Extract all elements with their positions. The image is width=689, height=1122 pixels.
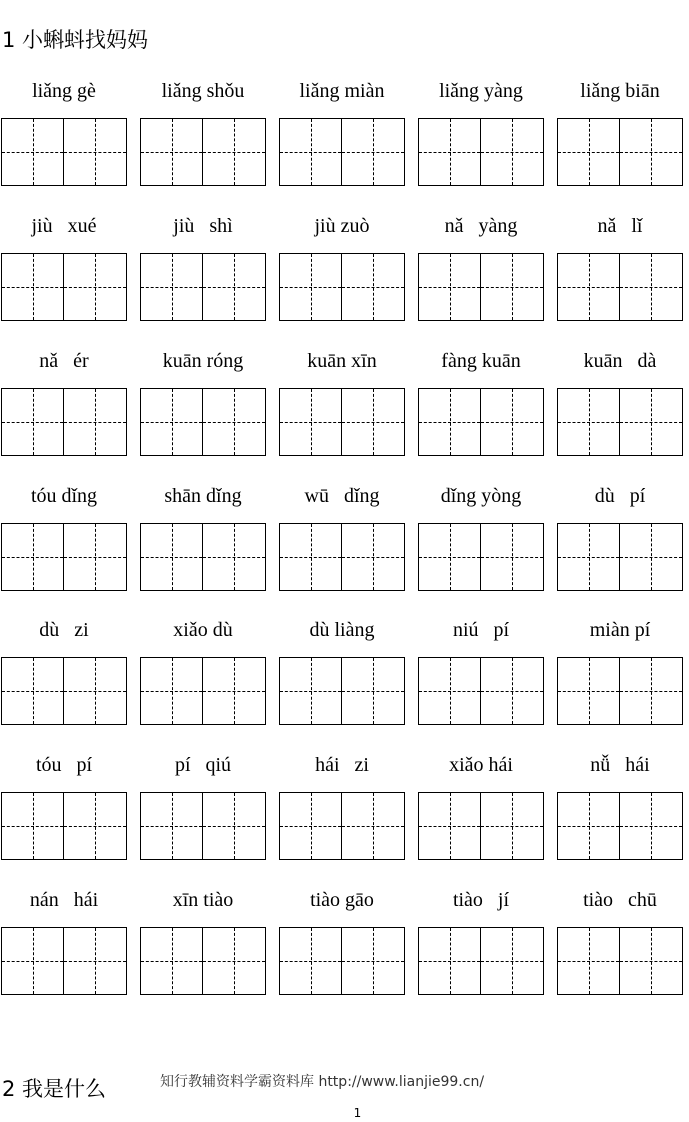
tianzige-cell <box>1 388 64 456</box>
writing-box-pair <box>140 253 266 321</box>
tianzige-cell <box>140 253 203 321</box>
writing-box-pair <box>1 927 127 995</box>
tianzige-cell <box>279 388 342 456</box>
writing-box-pair <box>418 118 544 186</box>
pinyin-label: shān dǐng <box>164 485 242 507</box>
section-title-2: 2 我是什么 <box>2 1077 107 1101</box>
tianzige-cell <box>64 253 127 321</box>
writing-box-pair <box>557 253 683 321</box>
tianzige-cell <box>620 792 683 860</box>
tianzige-cell <box>140 657 203 725</box>
writing-box-pair <box>279 388 405 456</box>
writing-box-pair <box>1 523 127 591</box>
writing-box-pair <box>1 792 127 860</box>
tianzige-cell <box>203 388 266 456</box>
writing-box-pair <box>557 792 683 860</box>
tianzige-cell <box>418 792 481 860</box>
tianzige-cell <box>481 523 544 591</box>
pinyin-label: dù zi <box>39 619 89 641</box>
page-number: 1 <box>353 1106 362 1120</box>
writing-box-pair <box>557 388 683 456</box>
writing-box-pair <box>279 792 405 860</box>
writing-box-pair <box>279 927 405 995</box>
tianzige-cell <box>279 792 342 860</box>
pinyin-label: xīn tiào <box>172 889 234 911</box>
pinyin-label: dù pí <box>594 485 646 507</box>
writing-box-pair <box>279 253 405 321</box>
tianzige-cell <box>1 253 64 321</box>
writing-box-pair <box>140 792 266 860</box>
pinyin-label: liǎng shǒu <box>161 80 245 102</box>
pinyin-label: nǚ hái <box>590 754 650 776</box>
writing-box-pair <box>1 118 127 186</box>
tianzige-cell <box>140 118 203 186</box>
pinyin-label: jiù zuò <box>314 215 370 237</box>
tianzige-cell <box>203 792 266 860</box>
tianzige-cell <box>557 388 620 456</box>
tianzige-cell <box>481 388 544 456</box>
tianzige-cell <box>1 523 64 591</box>
tianzige-cell <box>620 118 683 186</box>
writing-box-pair <box>279 657 405 725</box>
pinyin-label: dù liàng <box>309 619 375 641</box>
writing-box-pair <box>1 253 127 321</box>
tianzige-cell <box>557 792 620 860</box>
tianzige-cell <box>557 253 620 321</box>
tianzige-cell <box>64 523 127 591</box>
tianzige-cell <box>481 253 544 321</box>
tianzige-cell <box>557 118 620 186</box>
tianzige-cell <box>418 118 481 186</box>
writing-box-pair <box>557 657 683 725</box>
tianzige-cell <box>64 927 127 995</box>
tianzige-cell <box>279 657 342 725</box>
writing-box-pair <box>418 927 544 995</box>
tianzige-cell <box>342 927 405 995</box>
tianzige-cell <box>203 118 266 186</box>
tianzige-cell <box>1 657 64 725</box>
tianzige-cell <box>481 927 544 995</box>
writing-box-pair <box>140 388 266 456</box>
tianzige-cell <box>418 657 481 725</box>
tianzige-cell <box>342 523 405 591</box>
pinyin-label: fàng kuān <box>441 350 521 372</box>
writing-box-pair <box>140 118 266 186</box>
tianzige-cell <box>1 118 64 186</box>
writing-box-pair <box>418 388 544 456</box>
tianzige-cell <box>140 523 203 591</box>
tianzige-cell <box>342 253 405 321</box>
pinyin-label: tiào chū <box>583 889 657 911</box>
pinyin-label: liǎng yàng <box>439 80 523 102</box>
tianzige-cell <box>64 118 127 186</box>
pinyin-label: wū dǐng <box>304 485 380 507</box>
pinyin-label: niú pí <box>452 619 510 641</box>
tianzige-cell <box>64 792 127 860</box>
writing-box-pair <box>1 388 127 456</box>
pinyin-label: kuān xīn <box>307 350 377 372</box>
tianzige-cell <box>342 792 405 860</box>
tianzige-cell <box>620 927 683 995</box>
writing-box-pair <box>418 657 544 725</box>
tianzige-cell <box>279 523 342 591</box>
tianzige-cell <box>620 523 683 591</box>
writing-box-pair <box>418 523 544 591</box>
pinyin-label: nán hái <box>29 889 99 911</box>
pinyin-label: liǎng miàn <box>299 80 385 102</box>
tianzige-cell <box>481 118 544 186</box>
pinyin-label: liǎng biān <box>580 80 660 102</box>
pinyin-label: tiào gāo <box>310 889 374 911</box>
tianzige-cell <box>418 253 481 321</box>
tianzige-cell <box>279 927 342 995</box>
pinyin-label: nǎ ér <box>39 350 89 372</box>
tianzige-cell <box>418 927 481 995</box>
writing-box-pair <box>418 792 544 860</box>
writing-box-pair <box>140 523 266 591</box>
tianzige-cell <box>620 253 683 321</box>
pinyin-label: pí qiú <box>174 754 232 776</box>
pinyin-label: miàn pí <box>589 619 651 641</box>
tianzige-cell <box>203 253 266 321</box>
tianzige-cell <box>203 523 266 591</box>
tianzige-cell <box>342 657 405 725</box>
writing-box-pair <box>557 523 683 591</box>
tianzige-cell <box>557 927 620 995</box>
tianzige-cell <box>64 657 127 725</box>
tianzige-cell <box>64 388 127 456</box>
tianzige-cell <box>140 388 203 456</box>
writing-box-pair <box>140 927 266 995</box>
pinyin-label: nǎ yàng <box>444 215 518 237</box>
tianzige-cell <box>342 388 405 456</box>
tianzige-cell <box>418 388 481 456</box>
tianzige-cell <box>481 657 544 725</box>
pinyin-label: kuān dà <box>583 350 657 372</box>
writing-box-pair <box>557 118 683 186</box>
tianzige-cell <box>342 118 405 186</box>
tianzige-cell <box>279 118 342 186</box>
tianzige-cell <box>140 792 203 860</box>
tianzige-cell <box>1 927 64 995</box>
footer-watermark: 知行教辅资料学霸资料库 http://www.lianjie99.cn/ <box>160 1074 485 1090</box>
writing-box-pair <box>1 657 127 725</box>
tianzige-cell <box>557 523 620 591</box>
section-title-1: 1 小蝌蚪找妈妈 <box>2 28 149 52</box>
pinyin-label: liǎng gè <box>32 80 96 102</box>
pinyin-label: xiǎo hái <box>449 754 513 776</box>
tianzige-cell <box>1 792 64 860</box>
tianzige-cell <box>620 657 683 725</box>
tianzige-cell <box>481 792 544 860</box>
writing-box-pair <box>279 523 405 591</box>
tianzige-cell <box>557 657 620 725</box>
writing-box-pair <box>140 657 266 725</box>
tianzige-cell <box>620 388 683 456</box>
pinyin-label: tóu pí <box>35 754 93 776</box>
tianzige-cell <box>418 523 481 591</box>
pinyin-label: tiào jí <box>452 889 510 911</box>
pinyin-label: tóu dǐng <box>30 485 98 507</box>
tianzige-cell <box>279 253 342 321</box>
tianzige-cell <box>203 657 266 725</box>
pinyin-label: hái zi <box>315 754 369 776</box>
writing-box-pair <box>557 927 683 995</box>
tianzige-cell <box>203 927 266 995</box>
writing-box-pair <box>279 118 405 186</box>
pinyin-label: nǎ lǐ <box>597 215 643 237</box>
writing-box-pair <box>418 253 544 321</box>
pinyin-label: dǐng yòng <box>440 485 522 507</box>
tianzige-cell <box>140 927 203 995</box>
pinyin-label: jiù shì <box>173 215 233 237</box>
pinyin-label: xiǎo dù <box>173 619 233 641</box>
pinyin-label: kuān róng <box>162 350 244 372</box>
pinyin-label: jiù xué <box>31 215 97 237</box>
